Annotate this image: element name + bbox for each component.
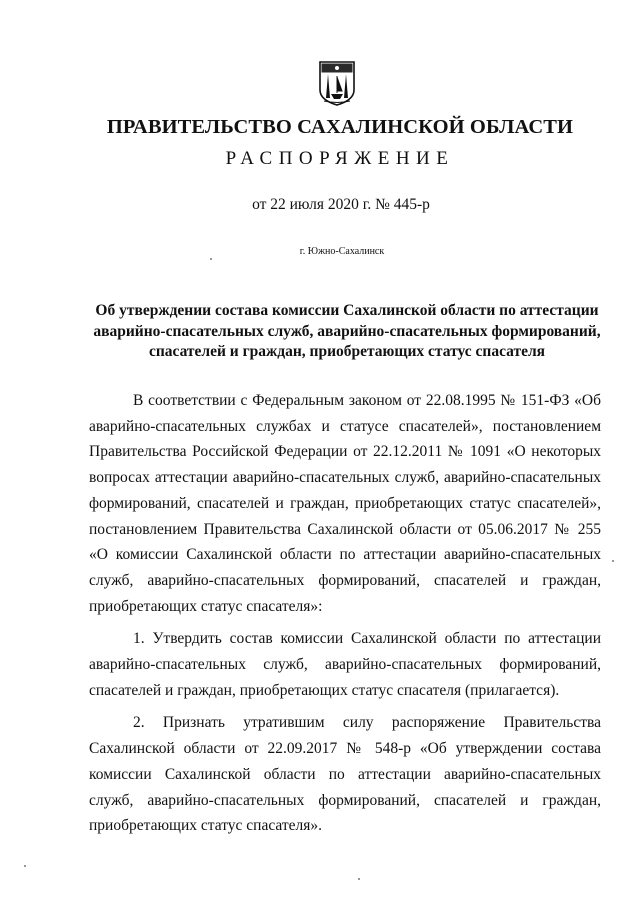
scan-speck	[358, 878, 360, 880]
clause-1-paragraph: 1. Утвердить состав комиссии Сахалинской области по аттестации аварийно-спасательных служб, аварийно-спасательных формирований, спасателей и граждан, приобретающих статус спасателя (прилагается).	[89, 630, 601, 699]
preamble-paragraph: В соответствии с Федеральным законом от 22.08.1995 № 151-ФЗ «Об аварийно-спасательных службах и статусе спасателей», постановлением Правительства Российской Федерации от 22.12.2011 № 1091 «О некоторых вопросах аттестации аварийно-спасательных служб, аварийно-спасательных формирований, спасателей и граждан, приобретающих статус спасателей», постановлением Правительства Сахалинской области от 05.06.2017 № 255 «О комиссии Сахалинской области по аттестации аварийно-спасательных служб, аварийно-спасательных формирований, спасателей и граждан, приобретающих статус спасателя»:	[89, 392, 601, 615]
document-subject: Об утверждении состава комиссии Сахалинской области по аттестации аварийно-спасательных служб, аварийно-спасательных формирований, спасателей и граждан, приобретающих статус спасателя	[93, 302, 601, 360]
document-body	[89, 388, 601, 846]
scan-speck	[24, 865, 26, 867]
scan-speck	[612, 560, 614, 562]
government-title: ПРАВИТЕЛЬСТВО САХАЛИНСКОЙ ОБЛАСТИ	[106, 116, 574, 138]
document-type: РАСПОРЯЖЕНИЕ	[225, 148, 455, 169]
clause-2-paragraph: 2. Признать утратившим силу распоряжение Правительства Сахалинской области от 22.09.2017 № 548-р «Об утверждении состава комиссии Сахалинской области по аттестации аварийно-спасательных служб, аварийно-спасательных формирований, спасателей и граждан, приобретающих статус спасателя».	[89, 714, 601, 835]
document-date-number: от 22 июля 2020 г. № 445-р	[252, 196, 430, 213]
sakhalin-coat-of-arms-icon	[318, 60, 356, 106]
scan-speck	[210, 258, 212, 260]
document-city: г. Южно-Сахалинск	[299, 246, 385, 257]
